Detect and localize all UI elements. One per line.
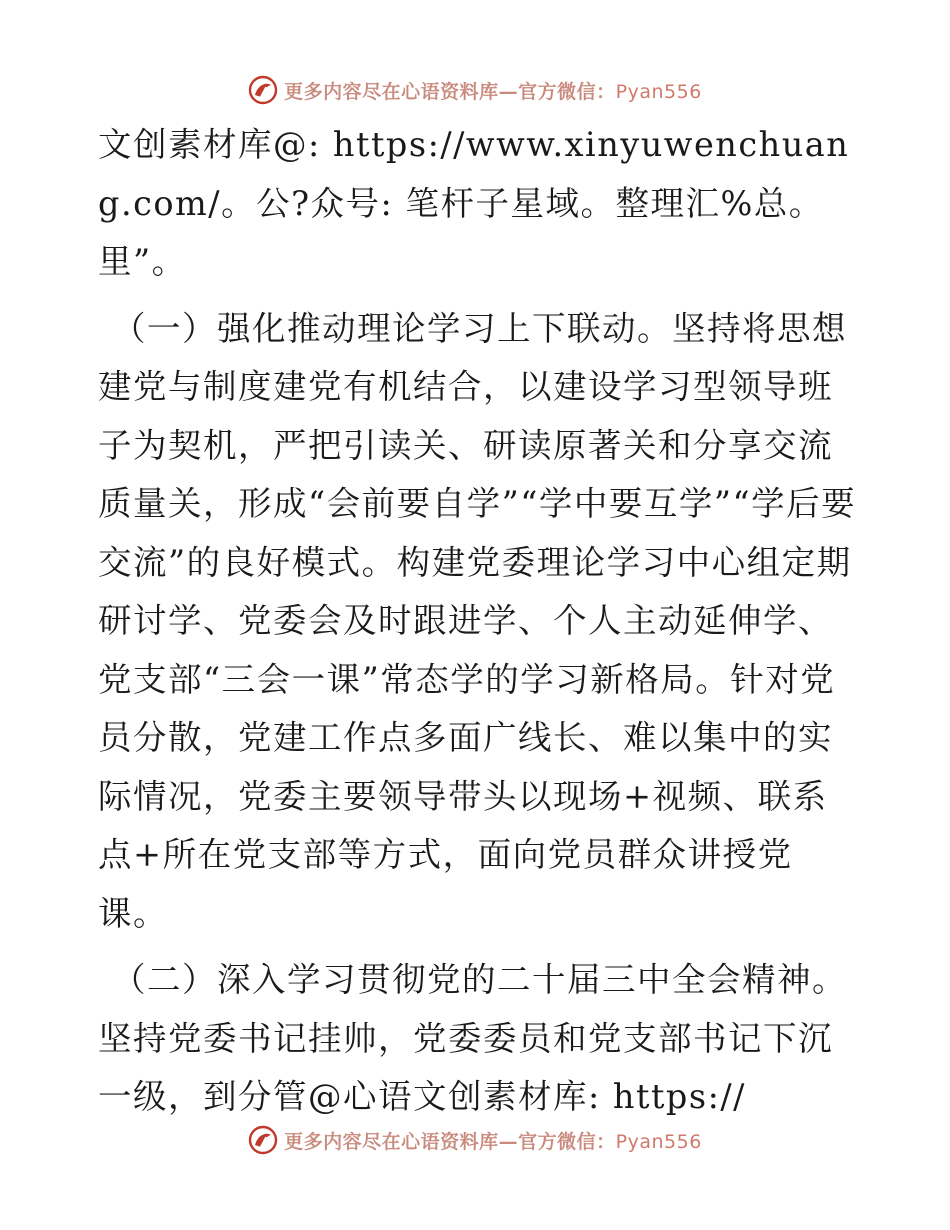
- banner-text: 更多内容尽在心语资料库—官方微信：Pyan556: [284, 1130, 702, 1153]
- footer-watermark-banner: [0, 1120, 950, 1160]
- banner-text: 更多内容尽在心语资料库—官方微信：Pyan556: [284, 80, 702, 103]
- header-watermark-banner: [0, 70, 950, 110]
- banner-wechat-handle: Pyan556: [615, 1130, 702, 1153]
- banner-wechat-handle: Pyan556: [615, 80, 702, 103]
- brand-logo-icon: [248, 75, 278, 105]
- paragraph-section-two: （二）深入学习贯彻党的二十届三中全会精神。坚持党委书记挂帅，党委委员和党支部书记下沉一级，到分管@心语文创素材库: https://: [98, 960, 847, 1116]
- document-body: [98, 116, 858, 1127]
- paragraph-intro: 文创素材库@: https://www.xinyuwenchuang.com/。公?众号: 笔杆子星域。整理汇%总。里”。: [98, 125, 850, 281]
- paragraph-section-one: （一）强化推动理论学习上下联动。坚持将思想建党与制度建党有机结合，以建设学习型领导班子为契机，严把引读关、研读原著关和分享交流质量关，形成“会前要自学”“学中要互学”“学后要交流”的良好模式。构建党委理论学习中心组定期研讨学、党委会及时跟进学、个人主动延伸学、党支部“三会一课”常态学的学习新格局。针对党员分散，党建工作点多面广线长、难以集中的实际情况，党委主要领导带头以现场+视频、联系点+所在党支部等方式，面向党员群众讲授党课。: [98, 308, 857, 933]
- brand-logo-icon: [248, 1125, 278, 1155]
